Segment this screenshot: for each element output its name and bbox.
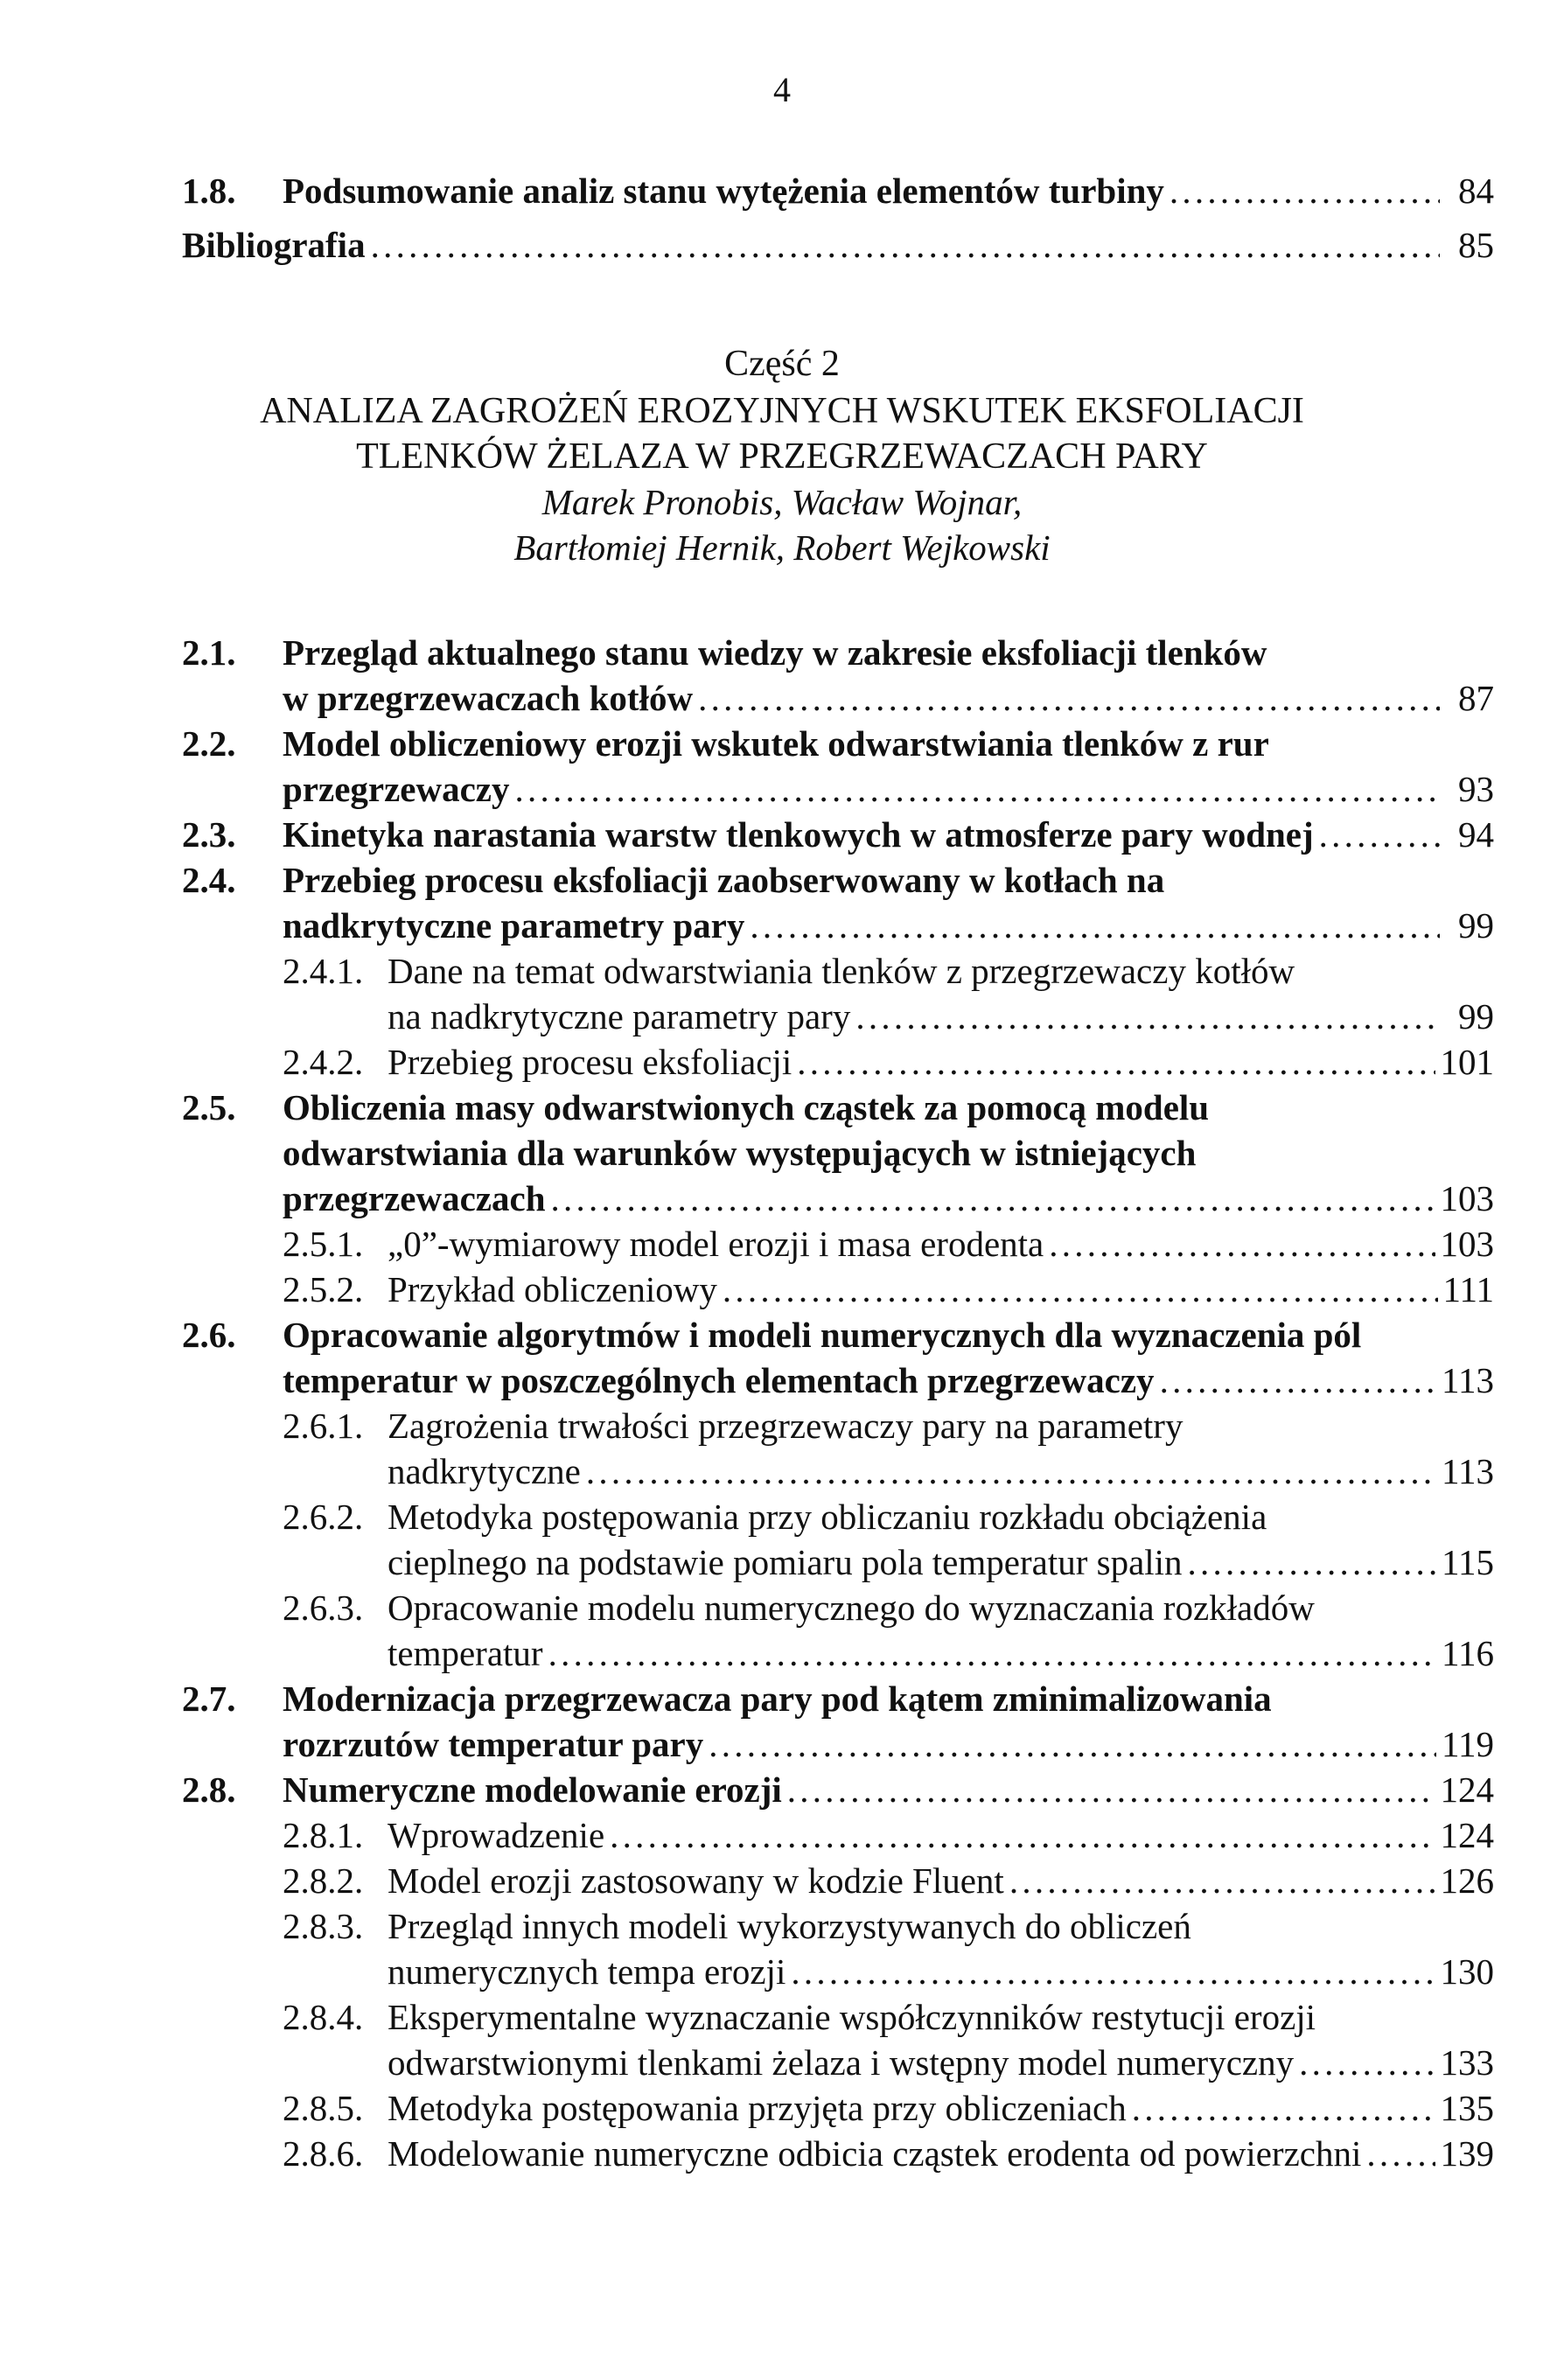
toc-entry-page: 101 (1440, 1042, 1494, 1082)
leader-dots (1132, 2085, 1435, 2131)
toc-entry-page: 94 (1458, 814, 1494, 855)
leader-dots (1049, 1221, 1435, 1267)
toc-subsection-entry (283, 1494, 1494, 1585)
toc-entry-title-line: rozrzutów temperatur pary (283, 1724, 704, 1764)
toc-entry-page: 99 (1458, 905, 1494, 946)
toc-entry-title-line: Przegląd aktualnego stanu wiedzy w zakresie eksfoliacji tlenków (283, 632, 1267, 673)
toc-entry-page: 113 (1442, 1360, 1494, 1400)
toc-entry-page: 124 (1440, 1769, 1494, 1810)
leader-dots (791, 1949, 1435, 1994)
toc-entry-number: 2.5.2. (283, 1269, 364, 1309)
toc-entry-title-line: Przebieg procesu eksfoliacji (388, 1042, 792, 1082)
toc-entry-page: 113 (1442, 1451, 1494, 1491)
toc-entry-number: 2.6.3. (283, 1588, 364, 1628)
leader-dots (548, 1630, 1436, 1676)
leader-dots (855, 994, 1440, 1039)
toc-entry-title-line: na nadkrytyczne parametry pary (388, 996, 851, 1036)
toc-subsection-entry (283, 1858, 1494, 1903)
leader-dots (586, 1448, 1436, 1494)
toc-subsection-entry (283, 1994, 1494, 2085)
leader-dots (1009, 1858, 1435, 1903)
toc-entry-number: 1.8. (182, 171, 236, 211)
toc-section-entry (182, 1085, 1494, 1221)
toc-entry-title-line: Dane na temat odwarstwiania tlenków z przegrzewaczy kotłów (388, 951, 1295, 991)
toc-entry-number: 2.1. (182, 632, 236, 673)
leader-dots (610, 1812, 1435, 1858)
toc-entry-title-line: numerycznych tempa erozji (388, 1951, 786, 1992)
toc-entry-page: 111 (1442, 1269, 1494, 1309)
toc-entry-page: 130 (1440, 1951, 1494, 1992)
toc-entry-title-line: Wprowadzenie (388, 1815, 605, 1855)
toc-entry-page: 103 (1440, 1224, 1494, 1264)
toc-entry-title-line: Obliczenia masy odwarstwionych cząstek za pomocą modelu (283, 1087, 1210, 1127)
toc-entry-title-line: Metodyka postępowania przyjęta przy obliczeniach (388, 2088, 1127, 2128)
leader-dots (1188, 1539, 1436, 1585)
toc-entry-title-line: Opracowanie algorytmów i modeli numerycznych dla wyznaczenia pól (283, 1315, 1362, 1355)
toc-entry-page: 93 (1458, 769, 1494, 809)
toc-entry-number: 2.8.4. (283, 1997, 364, 2037)
toc-entry-title-line: odwarstwiania dla warunków występujących w istniejących (283, 1133, 1197, 1173)
leader-dots (1319, 812, 1440, 857)
toc-entry-title-line: temperatur w poszczególnych elementach przegrzewaczy (283, 1360, 1155, 1400)
toc-section-entry (182, 1312, 1494, 1403)
toc-entry-title-line: Przebieg procesu eksfoliacji zaobserwowany w kotłach na (283, 860, 1165, 900)
toc-entry-title-line: Opracowanie modelu numerycznego do wyznaczania rozkładów (388, 1588, 1315, 1628)
toc-subsection-entry (283, 2085, 1494, 2131)
toc-entry-title-line: Eksperymentalne wyznaczanie współczynników restytucji erozji (388, 1997, 1316, 2037)
toc-entry-title-line: nadkrytyczne parametry pary (283, 905, 745, 946)
part-heading (0, 339, 1564, 570)
toc-entry-title-line: Przegląd innych modeli wykorzystywanych do obliczeń (388, 1906, 1191, 1946)
leader-dots (750, 903, 1440, 948)
toc-subsection-entry (283, 1812, 1494, 1858)
toc-entry-title-line: odwarstwionymi tlenkami żelaza i wstępny model numeryczny (388, 2042, 1295, 2083)
toc-entry-number: 2.8. (182, 1769, 236, 1810)
toc-entry-page: 133 (1440, 2042, 1494, 2083)
toc-entry-number: 2.5. (182, 1087, 236, 1127)
toc-entry-title-line: nadkrytyczne (388, 1451, 581, 1491)
toc-subsection-entry (283, 1403, 1494, 1494)
page-number: 4 (773, 70, 791, 109)
toc-entry-page: 99 (1458, 996, 1494, 1036)
toc-entry-page: 124 (1440, 1815, 1494, 1855)
toc-entry-page: 135 (1440, 2088, 1494, 2128)
leader-dots (1299, 2040, 1435, 2085)
toc-entry-title-line: Modernizacja przegrzewacza pary pod kątem zminimalizowania (283, 1679, 1272, 1719)
toc-entry-number: 2.2. (182, 723, 236, 764)
toc-entry-title-line: Metodyka postępowania przy obliczaniu rozkładu obciążenia (388, 1497, 1267, 1537)
toc-entry-number: 2.8.5. (283, 2088, 364, 2128)
toc-entry-page: 103 (1440, 1178, 1494, 1218)
toc-entry-page: 119 (1442, 1724, 1494, 1764)
toc-entry-title: Podsumowanie analiz stanu wytężenia elementów turbiny (283, 171, 1164, 211)
toc-entry-title-line: Model obliczeniowy erozji wskutek odwarstwiania tlenków z rur (283, 723, 1269, 764)
toc-entry-number: 2.8.2. (283, 1860, 364, 1901)
part-title-line-1: ANALIZA ZAGROŻEŃ EROZYJNYCH WSKUTEK EKSFOLIACJI (260, 391, 1304, 431)
toc-entry-page: 116 (1442, 1633, 1494, 1673)
toc-entry-number: 2.4.1. (283, 951, 364, 991)
toc-entry-title-line: Modelowanie numeryczne odbicia cząstek erodenta od powierzchni (388, 2133, 1362, 2174)
toc-entry-bibliography (182, 222, 1494, 268)
leader-dots (551, 1176, 1435, 1221)
toc-entry-number: 2.8.3. (283, 1906, 364, 1946)
leader-dots (698, 675, 1440, 721)
toc-entry-page: 84 (1458, 171, 1494, 211)
table-of-contents (0, 630, 1564, 2176)
toc-entry-number: 2.8.6. (283, 2133, 364, 2174)
toc-subsection-entry (283, 2131, 1494, 2176)
toc-section-entry (182, 630, 1494, 721)
toc-entry (182, 168, 1494, 213)
toc-entry-title-line: Numeryczne modelowanie erozji (283, 1769, 782, 1810)
leader-dots (371, 222, 1440, 268)
toc-section-entry (182, 857, 1494, 948)
toc-entry-title-line: Kinetyka narastania warstw tlenkowych w atmosferze pary wodnej (283, 814, 1314, 855)
leader-dots (709, 1721, 1436, 1767)
toc-entry-title-line: przegrzewaczach (283, 1178, 546, 1218)
toc-entry-page: 115 (1442, 1542, 1494, 1582)
toc-entry-title: Bibliografia (182, 225, 366, 265)
leader-dots (797, 1039, 1435, 1085)
part-authors-line-1: Marek Pronobis, Wacław Wojnar, (541, 482, 1023, 522)
toc-subsection-entry (283, 1903, 1494, 1994)
toc-subsection-entry (283, 948, 1494, 1039)
toc-entry-number: 2.6. (182, 1315, 236, 1355)
toc-entry-title-line: Model erozji zastosowany w kodzie Fluent (388, 1860, 1004, 1901)
toc-section-entry (182, 1676, 1494, 1767)
toc-entry-page: 139 (1440, 2133, 1494, 2174)
toc-entry-number: 2.6.1. (283, 1406, 364, 1446)
part-title-line-2: TLENKÓW ŻELAZA W PRZEGRZEWACZACH PARY (356, 436, 1208, 477)
toc-entry-number: 2.5.1. (283, 1224, 364, 1264)
leader-dots (1160, 1358, 1436, 1403)
toc-entry-number: 2.8.1. (283, 1815, 364, 1855)
toc-entry-title-line: cieplnego na podstawie pomiaru pola temperatur spalin (388, 1542, 1183, 1582)
toc-entry-title-line: temperatur (388, 1633, 543, 1673)
toc-section-entry (182, 812, 1494, 857)
leader-dots (515, 766, 1441, 812)
toc-entry-title-line: w przegrzewaczach kotłów (283, 678, 694, 718)
leader-dots (1366, 2131, 1435, 2176)
toc-subsection-entry (283, 1585, 1494, 1676)
toc-entry-number: 2.6.2. (283, 1497, 364, 1537)
toc-section-entry (182, 721, 1494, 812)
part-label: Część 2 (724, 344, 840, 384)
toc-entry-number: 2.3. (182, 814, 236, 855)
toc-entry-title-line: Zagrożenia trwałości przegrzewaczy pary na parametry (388, 1406, 1183, 1446)
toc-section-entry (182, 1767, 1494, 1812)
toc-entry-number: 2.7. (182, 1679, 236, 1719)
toc-entry-page: 126 (1440, 1860, 1494, 1901)
toc-entry-number: 2.4.2. (283, 1042, 364, 1082)
toc-entry-number: 2.4. (182, 860, 236, 900)
part-authors-line-2: Bartłomiej Hernik, Robert Wejkowski (513, 527, 1051, 568)
leader-dots (787, 1767, 1435, 1812)
toc-entry-title-line: „0”-wymiarowy model erozji i masa erodenta (388, 1224, 1044, 1264)
toc-subsection-entry (283, 1221, 1494, 1267)
toc-entry-page: 85 (1458, 225, 1494, 265)
toc-continuation (0, 168, 1564, 268)
leader-dots (723, 1267, 1438, 1312)
toc-subsection-entry (283, 1039, 1494, 1085)
toc-entry-page: 87 (1458, 678, 1494, 718)
toc-entry-title-line: Przykład obliczeniowy (388, 1269, 717, 1309)
toc-subsection-entry (283, 1267, 1494, 1312)
leader-dots (1170, 168, 1440, 213)
toc-entry-title-line: przegrzewaczy (283, 769, 510, 809)
